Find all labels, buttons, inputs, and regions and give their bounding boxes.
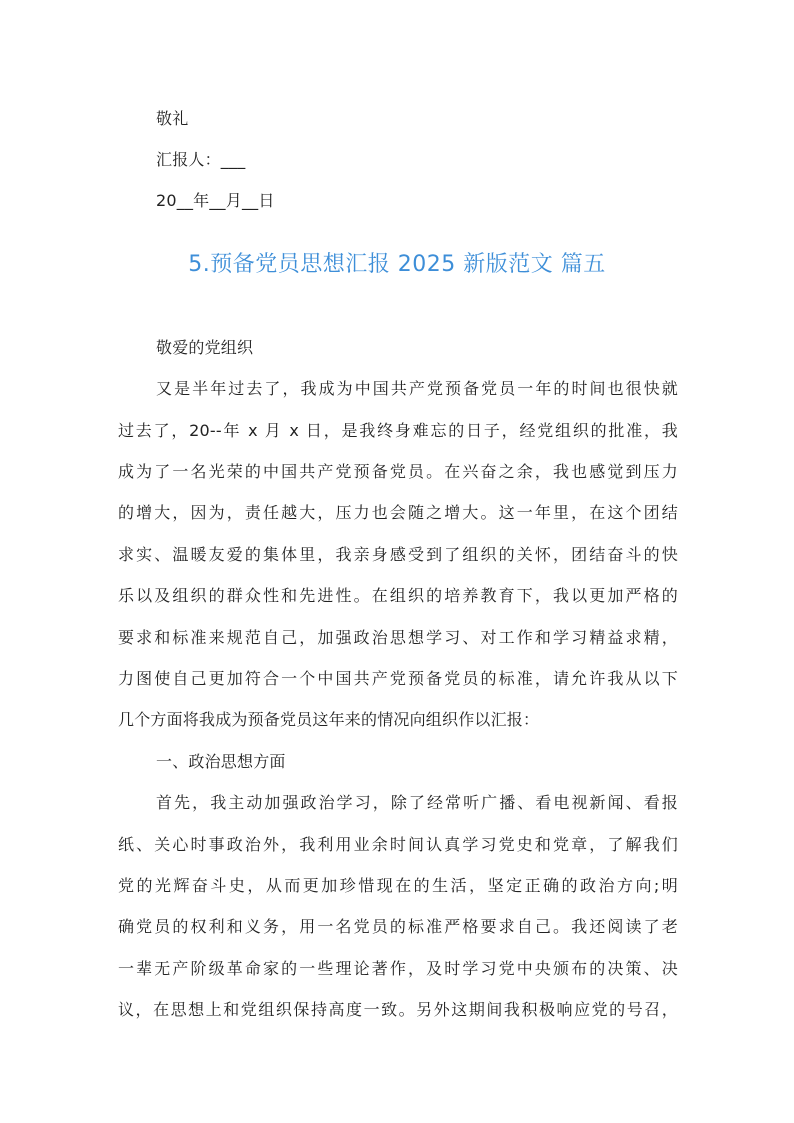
- body-line: 一辈无产阶级革命家的一些理论著作，及时学习党中央颁布的决策、决: [118, 959, 678, 978]
- body-line: 首先，我主动加强政治学习，除了经常听广播、看电视新闻、看报: [156, 793, 678, 812]
- body-line: 议，在思想上和党组织保持高度一致。另外这期间我积极响应党的号召，: [118, 1000, 678, 1019]
- closing-date: 20__年__月__日: [156, 191, 275, 210]
- intro-line: 几个方面将我成为预备党员这年来的情况向组织作以汇报：: [118, 710, 540, 729]
- section-title: 5.预备党员思想汇报 2025 新版范文 篇五: [188, 252, 606, 277]
- body-line: 纸、关心时事政治外，我利用业余时间认真学习党史和党章，了解我们: [118, 835, 678, 854]
- greeting: 敬爱的党组织: [156, 338, 254, 357]
- subheading: 一、政治思想方面: [156, 752, 286, 771]
- intro-line: 求实、温暖友爱的集体里，我亲身感受到了组织的关怀，团结奋斗的快: [118, 545, 678, 564]
- intro-line: 成为了一名光荣的中国共产党预备党员。在兴奋之余，我也感觉到压力: [118, 462, 678, 481]
- body-line: 党的光辉奋斗史，从而更加珍惜现在的生活，坚定正确的政治方向;明: [118, 876, 678, 895]
- intro-line: 的增大，因为，责任越大，压力也会随之增大。这一年里，在这个团结: [118, 503, 678, 522]
- intro-line: 又是半年过去了，我成为中国共产党预备党员一年的时间也很快就: [156, 379, 678, 398]
- intro-line: 力图使自己更加符合一个中国共产党预备党员的标准，请允许我从以下: [118, 669, 678, 688]
- closing-salute: 敬礼: [156, 109, 189, 128]
- intro-line: 要求和标准来规范自己，加强政治思想学习、对工作和学习精益求精，: [118, 628, 678, 647]
- intro-line: 乐以及组织的群众性和先进性。在组织的培养教育下，我以更加严格的: [118, 586, 678, 605]
- closing-reporter: 汇报人：___: [156, 150, 246, 169]
- intro-line: 过去了，20--年 x 月 x 日，是我终身难忘的日子，经党组织的批准，我: [118, 421, 678, 440]
- body-line: 确党员的权利和义务，用一名党员的标准严格要求自己。我还阅读了老: [118, 917, 678, 936]
